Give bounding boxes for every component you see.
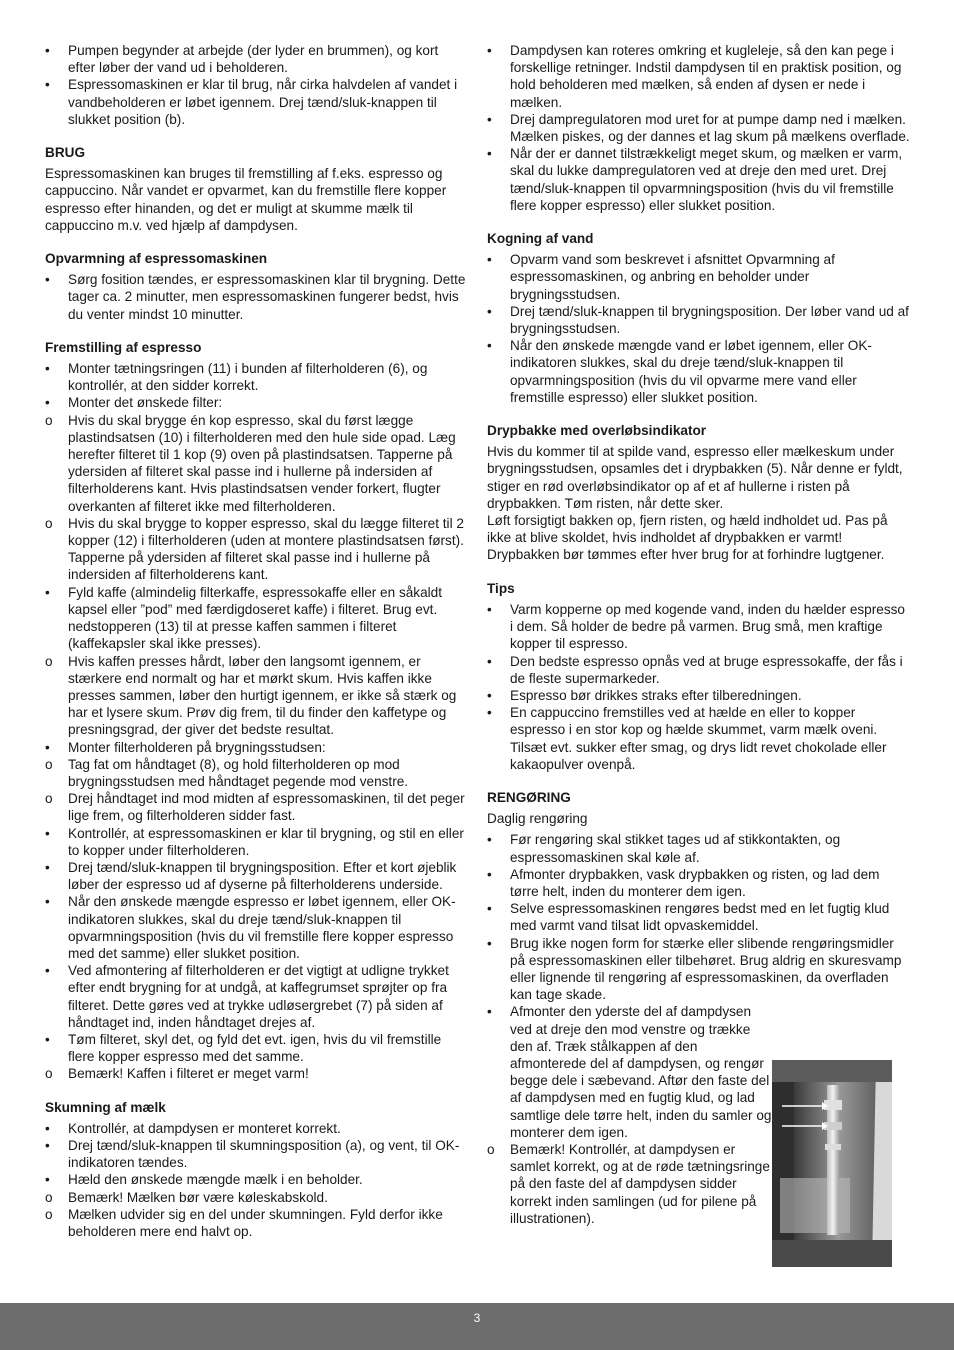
list-marker: •: [45, 361, 50, 377]
skumning-continued-list: [487, 42, 911, 214]
list-item: [45, 271, 469, 323]
list-marker: •: [45, 1031, 50, 1047]
list-marker: •: [487, 146, 492, 162]
brug-text: Espressomaskinen kan bruges til fremstilling af f.eks. espresso og cappuccino. Når vandet er opvarmet, kan du fremstille flere kopper espresso efter hinanden, og det er muligt at skumme mælk til cappuccino m.v. ved hjælp af dampdysen.: [45, 166, 447, 233]
list-marker: •: [45, 395, 50, 411]
list-item: [487, 145, 911, 214]
list-item: [45, 1031, 469, 1065]
list-marker: •: [487, 687, 492, 703]
list-item: [45, 653, 469, 739]
list-marker: •: [487, 338, 492, 354]
list-item: [45, 1206, 469, 1240]
list-item-text: Bemærk! Kaffen i filteret er meget varm!: [68, 1066, 309, 1082]
list-item-text: Hvis du skal brygge én kop espresso, skal du først lægge plastindsatsen (10) i filterholderen med den hule side opad. Læg herefter filteret til 1 kop (9) oven på plastindsatsen. Tapperne på ydersiden af filteret skal passe ind i hullerne på indersiden af filterholderens kant. Hvis plastindsatsen vender forkert, flugter overkanten af filteret ikke med filterholderen.: [68, 412, 456, 514]
list-item: [45, 790, 469, 824]
list-item: [45, 825, 469, 859]
list-marker: •: [487, 252, 492, 268]
page-number: 3: [473, 1311, 481, 1325]
list-item: [45, 394, 469, 411]
list-item-text: Monter tætningsringen (11) i bunden af filterholderen (6), og kontrollér, at den sidder korrekt.: [68, 361, 428, 394]
list-item: [45, 1137, 469, 1171]
list-item: [487, 653, 911, 687]
list-item: [487, 1141, 772, 1227]
list-item-text: Når den ønskede mængde espresso er løbet igennem, eller OK-indikatoren slukkes, skal du dreje tænd/sluk-knappen til opvarmningsposition (hvis du vil fremstille flere kopper espresso med det samme) eller slukket position.: [68, 894, 456, 961]
list-item: [487, 111, 911, 145]
list-marker: •: [45, 1172, 50, 1188]
list-marker: •: [45, 1120, 50, 1136]
list-marker: •: [45, 77, 50, 93]
list-item-text: Når der er dannet tilstrækkeligt meget skum, og mælken er varm, skal du lukke dampregulatoren ved at dreje den med uret. Drej tænd/sluk-knappen til opvarmningsposition (hvis du vil fremstille flere kopper espresso) eller slukket position.: [510, 146, 903, 213]
list-item: [487, 601, 911, 653]
drypbakke-text: Hvis du kommer til at spilde vand, espresso eller mælkeskum under brygningsstudsen, opsamles det i drypbakken (5). Når denne er fyldt, stiger en rød overløbsindikator op af et af hullerne i risten på drypbakken. Tøm risten, når dette sker.: [487, 444, 903, 511]
list-item-text: Espressomaskinen er klar til brug, når cirka halvdelen af vandet i vandbeholderen er løbet igennem. Drej tænd/sluk-knappen til slukket position (b).: [68, 77, 458, 127]
list-marker: •: [45, 825, 50, 841]
list-item-text: Monter filterholderen på brygningsstudsen:: [68, 739, 326, 755]
list-marker: o: [45, 653, 53, 669]
list-marker: o: [45, 791, 53, 807]
list-marker: •: [487, 601, 492, 617]
list-item-text: Kontrollér, at dampdysen er monteret korrekt.: [68, 1120, 341, 1136]
tips-heading: Tips: [487, 580, 515, 596]
list-marker: •: [487, 653, 492, 669]
list-marker: o: [45, 756, 53, 772]
list-item: [45, 859, 469, 893]
list-item-text: Ved afmontering af filterholderen er det vigtigt at udligne trykket efter endt brygning for at undgå, at kaffegrumset sprøjter op fra filteret. Dette gøres ved at trykke udløsergrebet (7) på siden af håndtaget ind, inden håndtaget drejes af.: [68, 963, 449, 1030]
list-marker: •: [45, 963, 50, 979]
list-marker: •: [487, 303, 492, 319]
list-item-text: Mælken udvider sig en del under skumningen. Fyld derfor ikke beholderen mere end halvt op.: [68, 1206, 443, 1239]
kogning-list: [487, 251, 911, 406]
list-item-text: Når den ønskede mængde vand er løbet igennem, eller OK-indikatoren slukkes, skal du dreje tænd/sluk-knappen til opvarmningsposition (hvis du vil opvarme mere vand eller fremstille espresso) eller slukket position.: [510, 338, 872, 405]
list-item-text: Espresso bør drikkes straks efter tilberedningen.: [510, 687, 802, 703]
list-item: [487, 687, 911, 704]
intro-list: [45, 42, 469, 128]
list-marker: •: [487, 1004, 492, 1020]
list-marker: o: [45, 1066, 53, 1082]
list-item-text: Den bedste espresso opnås ved at bruge espressokaffe, der fås i de fleste supermarkeder.: [510, 653, 903, 686]
list-marker: •: [487, 935, 492, 951]
list-item-text: Varm kopperne op med kogende vand, inden du hælder espresso i dem. Så holder de bedre på varmen. Brug små, men kraftige kopper til espresso.: [510, 601, 905, 652]
list-marker: o: [487, 1141, 495, 1157]
fremstilling-list: [45, 360, 469, 1083]
steam-nozzle-illustration: [772, 1060, 892, 1267]
list-item: [45, 1065, 469, 1082]
list-item-text: Opvarm vand som beskrevet i afsnittet Opvarmning af espressomaskinen, og anbring en beholder under brygningsstudsen.: [510, 252, 835, 302]
list-item: [487, 303, 911, 337]
list-item: [45, 962, 469, 1031]
list-item: [487, 900, 911, 934]
brug-heading: BRUG: [45, 145, 86, 161]
drypbakke-text-2: Løft forsigtigt bakken op, fjern risten, og hæld indholdet ud. Pas på ikke at blive skoldet, hvis indholdet af drypbakken er varmt! Drypbakken bør tømmes efter hver brug for at forhindre lugtgener.: [487, 513, 888, 563]
page-footer: [0, 1303, 954, 1350]
tips-list: [487, 601, 911, 773]
list-marker: •: [45, 272, 50, 288]
list-item-text: Drej tænd/sluk-knappen til brygningsposition. Efter et kort øjeblik løber der espresso ud af dyserne på filterholderens underside.: [68, 859, 457, 893]
list-item: [487, 866, 911, 900]
list-item-text: Monter det ønskede filter:: [68, 395, 223, 411]
list-marker: •: [487, 111, 492, 127]
list-marker: •: [45, 584, 50, 600]
list-item-text: Fyld kaffe (almindelig filterkaffe, espressokaffe eller en såkaldt kapsel eller ”pod” med færdigdoseret kaffe) i filteret. Brug evt. nedstopperen (13) til at presse kaffen sammen i filteret (kaffekapsler skal ikke presses).: [68, 584, 443, 652]
list-item-text: Dampdysen kan roteres omkring et kugleleje, så den kan pege i forskellige retninger. Indstil dampdysen til en praktisk position, og hold beholderen med mælken, så enden af dysen er nede i mælken.: [510, 43, 902, 110]
right-column: [487, 42, 911, 1227]
list-item: [45, 360, 469, 394]
list-marker: •: [487, 832, 492, 848]
list-item: [45, 515, 469, 584]
list-item-text: Afmonter den yderste del af dampdysen ved at dreje den mod venstre og trække den af. Træk stålkappen af den afmonterede del af dampdysen, og rengør begge dele i sæbevand. Aftør den faste del af dampdysen med en fugtig klud, og lad samtlige dele tørre helt, inden du samler og monterer dem igen.: [510, 1004, 772, 1140]
list-marker: •: [45, 859, 50, 875]
list-item: [45, 893, 469, 962]
list-marker: •: [487, 43, 492, 58]
list-item: [45, 1189, 469, 1206]
daglig-rengoring-heading: Daglig rengøring: [487, 811, 588, 827]
list-marker: •: [45, 739, 50, 755]
skumning-heading: Skumning af mælk: [45, 1099, 166, 1115]
list-marker: o: [45, 515, 53, 531]
list-item-text: Hæld den ønskede mængde mælk i en beholder.: [68, 1172, 363, 1188]
opvarmning-list: [45, 271, 469, 323]
list-item-text: Tøm filteret, skyl det, og fyld det evt. igen, hvis du vil fremstille flere kopper espresso med det samme.: [68, 1031, 442, 1065]
list-item: [487, 935, 911, 1004]
list-item-text: Tag fat om håndtaget (8), og hold filterholderen op mod brygningsstudsen med håndtaget pegende mod venstre.: [68, 756, 409, 789]
list-marker: •: [45, 43, 50, 58]
list-item-text: Selve espressomaskinen rengøres bedst med en let fugtig klud med varmt vand tilsat lidt opvaskemiddel.: [510, 901, 890, 934]
list-item-text: En cappuccino fremstilles ved at hælde en eller to kopper espresso i en stor kop og hælde skummet, varm mælk oveni. Tilsæt evt. sukker efter smag, og drys lidt revet chokolade eller kakaopulver ovenpå.: [510, 705, 887, 772]
list-item: [487, 42, 911, 111]
list-item: [45, 584, 469, 653]
list-item: [45, 1171, 469, 1188]
list-item-text: Drej tænd/sluk-knappen til skumningsposition (a), og vent, til OK-indikatoren tændes.: [68, 1137, 460, 1171]
list-item: [45, 412, 469, 515]
opvarmning-heading: Opvarmning af espressomaskinen: [45, 251, 268, 267]
list-item-text: Pumpen begynder at arbejde (der lyder en brummen), og kort efter løber der vand ud i beholderen.: [68, 43, 439, 76]
kogning-heading: Kogning af vand: [487, 231, 594, 247]
list-marker: o: [45, 1189, 53, 1205]
list-marker: •: [487, 705, 492, 721]
fremstilling-heading: Fremstilling af espresso: [45, 339, 202, 355]
list-item: [487, 1003, 772, 1141]
left-column: [45, 42, 469, 1240]
list-item: [487, 251, 911, 303]
list-item: [487, 337, 911, 406]
list-marker: o: [45, 1206, 53, 1222]
list-item-text: Sørg fosition tændes, er espressomaskinen klar til brygning. Dette tager ca. 2 minutter, men espressomaskinen fungerer bedst, hvis du venter mindst 10 minutter.: [68, 272, 466, 322]
list-item: [45, 739, 469, 756]
list-item-text: Brug ikke nogen form for stærke eller slibende rengøringsmidler på espressomaskinen eller tilbehøret. Brug aldrig en skuresvamp eller lignende til rengøring af espressomaskinen, da overfladen kan tage skade.: [510, 935, 902, 1003]
list-item: [487, 831, 911, 865]
list-item: [45, 42, 469, 76]
list-item-text: Hvis kaffen presses hårdt, løber den langsomt igennem, er stærkere end normalt og har et mørkt skum. Hvis kaffen ikke presses sammen, løber den hurtigt igennem, er ikke så stærk og har et lysere skum. Prøv dig frem, til du finder den kaffetype og presningsgrad, der giver det bedste resultat.: [68, 653, 457, 738]
list-item-text: Før rengøring skal stikket tages ud af stikkontakten, og espressomaskinen skal køle af.: [510, 832, 841, 865]
list-marker: •: [45, 894, 50, 910]
list-marker: •: [45, 1137, 50, 1153]
list-item-text: Bemærk! Mælken bør være køleskabskold.: [68, 1189, 328, 1205]
rengoring-list: [487, 831, 911, 1003]
list-item-text: Afmonter drypbakken, vask drypbakken og risten, og lad dem tørre helt, inden du monterer dem igen.: [510, 866, 880, 899]
list-marker: •: [487, 866, 492, 882]
list-item-text: Drej håndtaget ind mod midten af espressomaskinen, til det peger lige frem, og filterholderen sidder fast.: [68, 791, 465, 824]
drypbakke-heading: Drypbakke med overløbsindikator: [487, 423, 707, 439]
list-item: [45, 1120, 469, 1137]
list-marker: •: [487, 901, 492, 917]
steam-nozzle-photo-icon: [772, 1060, 892, 1267]
list-item-text: Drej tænd/sluk-knappen til brygningsposition. Der løber vand ud af brygningsstudsen.: [510, 303, 909, 337]
skumning-list: [45, 1120, 469, 1240]
list-item-text: Bemærk! Kontrollér, at dampdysen er samlet korrekt, og at de røde tætningsringe på den faste del af dampdysen sidder korrekt inden samlingen (ud for pilene på illustrationen).: [510, 1141, 770, 1226]
list-item: [45, 756, 469, 790]
list-item-text: Kontrollér, at espressomaskinen er klar til brygning, og stil en eller to kopper under filterholderen.: [68, 825, 464, 858]
rengoring-heading: RENGØRING: [487, 789, 571, 805]
list-marker: o: [45, 412, 53, 428]
list-item-text: Drej dampregulatoren mod uret for at pumpe damp ned i mælken. Mælken piskes, og der dannes et lag skum på mælkens overflade.: [510, 111, 910, 145]
list-item: [487, 704, 911, 773]
list-item: [45, 76, 469, 128]
list-item-text: Hvis du skal brygge to kopper espresso, skal du lægge filteret til 2 kopper (12) i filterholderen (uden at montere plastindsatsen først). Tapperne på ydersiden af filteret skal passe ind i hullerne på indersiden af filterholderens kant.: [68, 515, 464, 583]
